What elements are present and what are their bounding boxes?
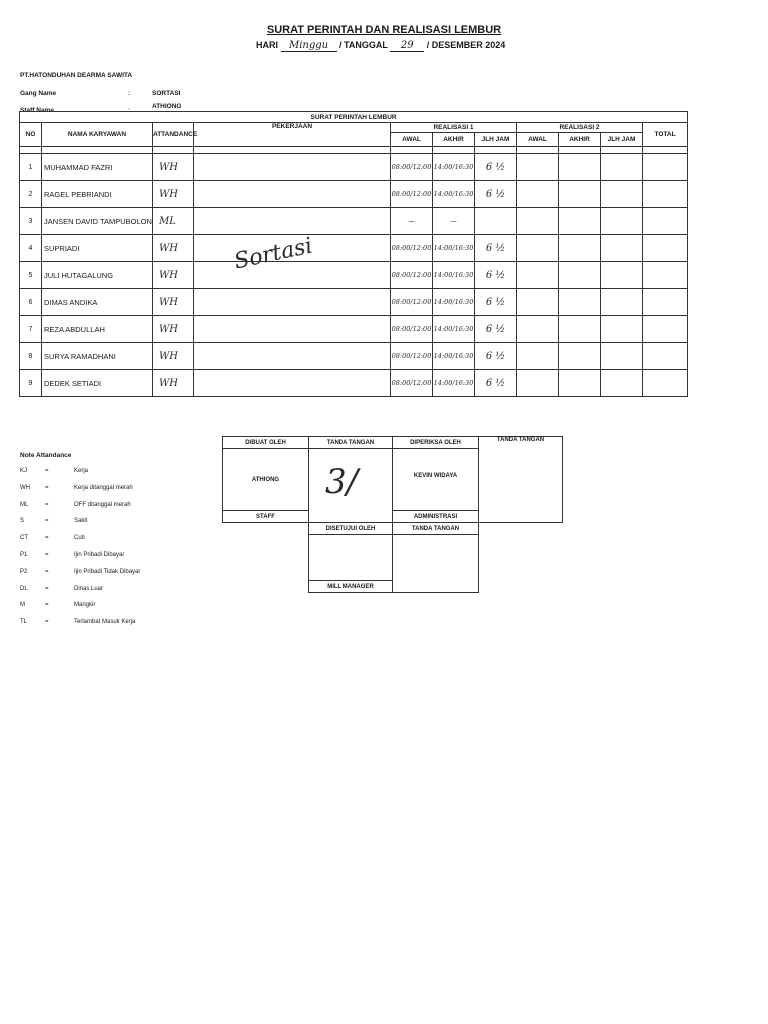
row-jml: 6 ½ xyxy=(475,316,517,343)
note-desc: OFF ditanggal merah xyxy=(74,501,131,508)
row-awal: 08:00/12:00 xyxy=(391,154,433,181)
row-total xyxy=(643,262,688,289)
row-job xyxy=(194,208,391,235)
gang-label: Gang Name xyxy=(20,90,57,97)
row-job xyxy=(194,289,391,316)
row-no: 5 xyxy=(20,262,42,289)
role-mill-manager: MILL MANAGER xyxy=(309,581,393,593)
date-line xyxy=(256,40,505,52)
row-akhir-2 xyxy=(559,289,601,316)
hari-label: HARI xyxy=(256,40,278,50)
row-jml-2 xyxy=(601,316,643,343)
tanda-tangan-3: TANDA TANGAN xyxy=(393,523,479,535)
row-awal-2 xyxy=(517,370,559,397)
note-eq: = xyxy=(45,484,49,491)
row-total xyxy=(643,181,688,208)
col-total: TOTAL xyxy=(643,123,688,147)
row-awal: — xyxy=(391,208,433,235)
row-name: JULI HUTAGALUNG xyxy=(42,262,153,289)
row-akhir: 14:00/16:30 xyxy=(433,154,475,181)
row-no: 2 xyxy=(20,181,42,208)
company-name: PT.HATONDUHAN DEARMA SAWITA xyxy=(20,72,133,79)
row-akhir-2 xyxy=(559,370,601,397)
signature-mark: 3/ xyxy=(325,462,359,502)
row-total xyxy=(643,316,688,343)
name-kevin: KEVIN WIDAYA xyxy=(393,449,479,511)
row-awal: 08:00/12:00 xyxy=(391,289,433,316)
row-awal: 08:00/12:00 xyxy=(391,343,433,370)
job-handwriting: Sortasi xyxy=(232,233,315,275)
note-desc: Dinas Luar xyxy=(74,585,104,592)
row-job xyxy=(194,181,391,208)
row-no: 8 xyxy=(20,343,42,370)
row-akhir: 14:00/16:30 xyxy=(433,181,475,208)
row-name: SUPRIADI xyxy=(42,235,153,262)
diperiksa-oleh: DIPERIKSA OLEH xyxy=(393,437,479,449)
note-code: S xyxy=(20,518,25,525)
note-eq: = xyxy=(45,518,49,525)
row-akhir-2 xyxy=(559,262,601,289)
row-jml-2 xyxy=(601,262,643,289)
col-jml-2: JLH JAM xyxy=(601,133,643,147)
role-administrasi: ADMINISTRASI xyxy=(393,511,479,523)
row-jml xyxy=(475,208,517,235)
row-jml: 6 ½ xyxy=(475,154,517,181)
row-awal-2 xyxy=(517,235,559,262)
row-awal-2 xyxy=(517,343,559,370)
note-eq: = xyxy=(45,552,49,558)
gang-value: SORTASI xyxy=(152,90,181,97)
row-no: 4 xyxy=(20,235,42,262)
row-awal: 08:00/12:00 xyxy=(391,181,433,208)
staff-colon: : xyxy=(128,107,131,114)
row-no: 9 xyxy=(20,370,42,397)
note-desc: Kerja ditanggal merah xyxy=(74,484,133,491)
row-total xyxy=(643,289,688,316)
row-akhir: 14:00/16:30 xyxy=(433,343,475,370)
row-job xyxy=(194,262,391,289)
note-eq: = xyxy=(45,468,49,474)
note-eq: = xyxy=(45,585,49,592)
row-akhir: 14:00/16:30 xyxy=(433,289,475,316)
tanda-tangan-2: TANDA TANGAN xyxy=(479,437,563,523)
note-code: P2 xyxy=(20,568,28,575)
row-no: 1 xyxy=(20,154,42,181)
row-total xyxy=(643,343,688,370)
row-akhir-2 xyxy=(559,316,601,343)
row-job xyxy=(194,343,391,370)
col-no: NO xyxy=(20,123,42,147)
approval-sign-cell xyxy=(393,535,479,593)
month-year: / DESEMBER 2024 xyxy=(426,40,506,50)
row-akhir: — xyxy=(433,208,475,235)
note-desc: Ijin Pribadi Dibayar xyxy=(74,552,125,558)
table-row xyxy=(20,262,688,289)
note-eq: = xyxy=(45,619,49,626)
col-realisasi-1: REALISASI 1 xyxy=(391,123,517,133)
hari-value: Minggu xyxy=(281,40,337,52)
row-attendance: WH xyxy=(153,262,194,289)
tanda-tangan-1: TANDA TANGAN xyxy=(309,437,393,449)
row-akhir: 14:00/16:30 xyxy=(433,235,475,262)
row-attendance: WH xyxy=(153,316,194,343)
col-job: PEKERJAAN xyxy=(194,123,391,147)
note-code: ML xyxy=(20,501,29,508)
note-desc: Mangkir xyxy=(74,602,96,609)
row-attendance: WH xyxy=(153,343,194,370)
row-jml: 6 ½ xyxy=(475,370,517,397)
role-staff: STAFF xyxy=(223,511,309,523)
note-code: WH xyxy=(20,484,30,491)
row-akhir-2 xyxy=(559,181,601,208)
row-no: 6 xyxy=(20,289,42,316)
row-awal-2 xyxy=(517,316,559,343)
row-no: 3 xyxy=(20,208,42,235)
col-jml-1: JLH JAM xyxy=(475,133,517,147)
table-row xyxy=(20,154,688,181)
table-row xyxy=(20,289,688,316)
row-name: MUHAMMAD FAZRI xyxy=(42,154,153,181)
row-attendance: WH xyxy=(153,370,194,397)
gang-colon: : xyxy=(128,90,131,97)
note-code: P1 xyxy=(20,552,28,558)
row-awal: 08:00/12:00 xyxy=(391,235,433,262)
row-name: JANSEN DAVID TAMPUBOLON xyxy=(42,208,153,235)
row-akhir-2 xyxy=(559,343,601,370)
row-jml-2 xyxy=(601,289,643,316)
overtime-table xyxy=(19,111,688,397)
col-name: NAMA KARYAWAN xyxy=(42,123,153,147)
row-job xyxy=(194,370,391,397)
note-desc: Cuti xyxy=(74,535,85,542)
row-awal-2 xyxy=(517,154,559,181)
row-attendance: WH xyxy=(153,289,194,316)
note-code: M xyxy=(20,602,25,609)
row-jml-2 xyxy=(601,208,643,235)
row-attendance: WH xyxy=(153,181,194,208)
note-code: TL xyxy=(20,619,28,626)
row-jml: 6 ½ xyxy=(475,343,517,370)
col-realisasi-2: REALISASI 2 xyxy=(517,123,643,133)
approval-cell xyxy=(309,535,393,581)
page-title: SURAT PERINTAH DAN REALISASI LEMBUR xyxy=(266,24,502,36)
row-jml: 6 ½ xyxy=(475,235,517,262)
col-attendance: ATTANDANCE xyxy=(153,123,194,147)
note-code: CT xyxy=(20,535,28,542)
row-awal-2 xyxy=(517,262,559,289)
note-code: KJ xyxy=(20,468,28,474)
row-total xyxy=(643,154,688,181)
row-awal: 08:00/12:00 xyxy=(391,262,433,289)
row-jml-2 xyxy=(601,181,643,208)
row-name: SURYA RAMADHANI xyxy=(42,343,153,370)
note-code: DL xyxy=(20,585,28,592)
note-eq: = xyxy=(45,602,49,609)
col-awal-1: AWAL xyxy=(391,133,433,147)
row-akhir-2 xyxy=(559,154,601,181)
row-name: REZA ABDULLAH xyxy=(42,316,153,343)
disetujui-oleh: DISETUJUI OLEH xyxy=(309,523,393,535)
row-jml: 6 ½ xyxy=(475,289,517,316)
row-jml: 6 ½ xyxy=(475,181,517,208)
row-jml: 6 ½ xyxy=(475,262,517,289)
row-attendance: WH xyxy=(153,235,194,262)
group-title: SURAT PERINTAH LEMBUR xyxy=(20,112,688,123)
note-desc: Kerja xyxy=(74,468,89,474)
row-attendance: ML xyxy=(153,208,194,235)
staff-value: ATHIONG xyxy=(152,103,182,110)
row-job xyxy=(194,154,391,181)
row-awal-2 xyxy=(517,289,559,316)
row-total xyxy=(643,235,688,262)
table-row xyxy=(20,370,688,397)
table-row xyxy=(20,181,688,208)
table-row xyxy=(20,208,688,235)
row-awal: 08:00/12:00 xyxy=(391,316,433,343)
table-row xyxy=(20,235,688,262)
row-name: DIMAS ANDIKA xyxy=(42,289,153,316)
row-akhir-2 xyxy=(559,235,601,262)
row-name: RAGEL PEBRIANDI xyxy=(42,181,153,208)
note-desc: Sakit xyxy=(74,518,88,525)
col-akhir-1: AKHIR xyxy=(433,133,475,147)
row-akhir: 14:00/16:30 xyxy=(433,316,475,343)
table-row xyxy=(20,343,688,370)
row-jml-2 xyxy=(601,343,643,370)
row-attendance: WH xyxy=(153,154,194,181)
row-jml-2 xyxy=(601,370,643,397)
row-awal-2 xyxy=(517,208,559,235)
tanggal-label: / TANGGAL xyxy=(339,40,388,50)
row-total xyxy=(643,208,688,235)
row-awal-2 xyxy=(517,181,559,208)
tanggal-value: 29 xyxy=(390,40,424,52)
row-jml-2 xyxy=(601,154,643,181)
note-desc: Terlambat Masuk Kerja xyxy=(74,619,136,626)
note-eq: = xyxy=(45,568,49,575)
row-akhir-2 xyxy=(559,208,601,235)
name-athiong: ATHIONG xyxy=(223,449,309,511)
row-akhir: 14:00/16:30 xyxy=(433,262,475,289)
note-eq: = xyxy=(45,501,49,508)
dibuat-oleh: DIBUAT OLEH xyxy=(223,437,309,449)
note-desc: Ijin Pribadi Tidak Dibayar xyxy=(74,568,141,575)
row-total xyxy=(643,370,688,397)
note-eq: = xyxy=(45,535,49,542)
row-no: 7 xyxy=(20,316,42,343)
row-name: DEDEK SETIADI xyxy=(42,370,153,397)
notes-title: Note Attandance xyxy=(20,452,72,459)
table-row xyxy=(20,316,688,343)
row-job xyxy=(194,316,391,343)
col-akhir-2: AKHIR xyxy=(559,133,601,147)
row-akhir: 14:00/16:30 xyxy=(433,370,475,397)
signature-table xyxy=(222,436,563,593)
row-jml-2 xyxy=(601,235,643,262)
col-awal-2: AWAL xyxy=(517,133,559,147)
row-awal: 08:00/12:00 xyxy=(391,370,433,397)
staff-label: Staff Name xyxy=(20,107,54,114)
